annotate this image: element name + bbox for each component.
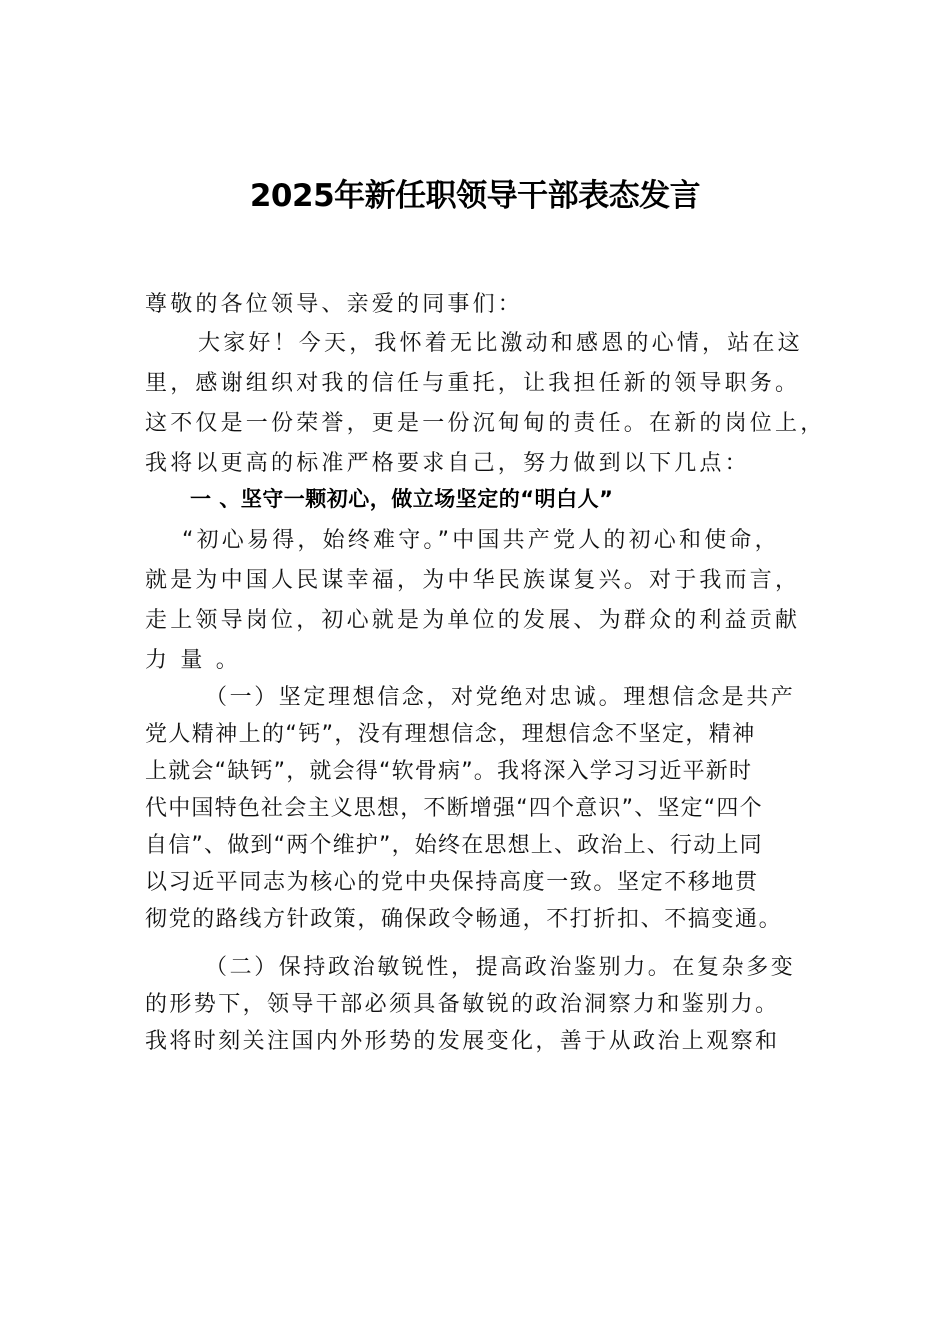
- document-title: 2025年新任职领导干部表态发言: [249, 178, 701, 214]
- paragraph-line: 以习近平同志为核心的党中央保持高度一致。坚定不移地贯: [145, 870, 759, 895]
- paragraph-line: （二）保持政治敏锐性，提高政治鉴别力。在复杂多变: [205, 955, 796, 980]
- paragraph-line: 彻党的路线方针政策，确保政令畅通，不打折扣、不搞变通。: [145, 907, 783, 932]
- paragraph-line: （一）坚定理想信念，对党绝对忠诚。理想信念是共产: [205, 685, 796, 710]
- salutation: 尊敬的各位领导、亲爱的同事们：: [145, 292, 524, 317]
- paragraph-line: “初心易得，始终难守。”中国共产党人的初心和使命，: [182, 528, 780, 553]
- paragraph-line: 大家好！今天，我怀着无比激动和感恩的心情，站在这: [198, 331, 803, 356]
- paragraph-line: 力 量 。: [145, 648, 241, 673]
- paragraph-line: 就是为中国人民谋幸福，为中华民族谋复兴。对于我而言，: [145, 568, 801, 593]
- paragraph-line: 里，感谢组织对我的信任与重托，让我担任新的领导职务。: [145, 371, 801, 396]
- paragraph-line: 走上领导岗位，初心就是为单位的发展、为群众的利益贡献: [145, 608, 801, 633]
- paragraph-line: 我将时刻关注国内外形势的发展变化，善于从政治上观察和: [145, 1029, 780, 1054]
- paragraph-line: 党人精神上的“钙”，没有理想信念，理想信念不坚定，精神: [145, 722, 756, 747]
- paragraph-line: 代中国特色社会主义思想，不断增强“四个意识”、坚定“四个: [145, 796, 763, 821]
- paragraph-line: 自信”、做到“两个维护”，始终在思想上、政治上、行动上同: [145, 833, 763, 858]
- paragraph-line: 上就会“缺钙”，就会得“软骨病”。我将深入学习习近平新时: [145, 759, 753, 784]
- paragraph-line: 这不仅是一份荣誉，更是一份沉甸甸的责任。在新的岗位上，: [145, 411, 826, 436]
- paragraph-line: 我将以更高的标准严格要求自己，努力做到以下几点：: [145, 451, 750, 476]
- paragraph-line: 的形势下，领导干部必须具备敏锐的政治洞察力和鉴别力。: [145, 992, 780, 1017]
- section-heading: 一 、坚守一颗初心，做立场坚定的“明白人”: [190, 487, 614, 511]
